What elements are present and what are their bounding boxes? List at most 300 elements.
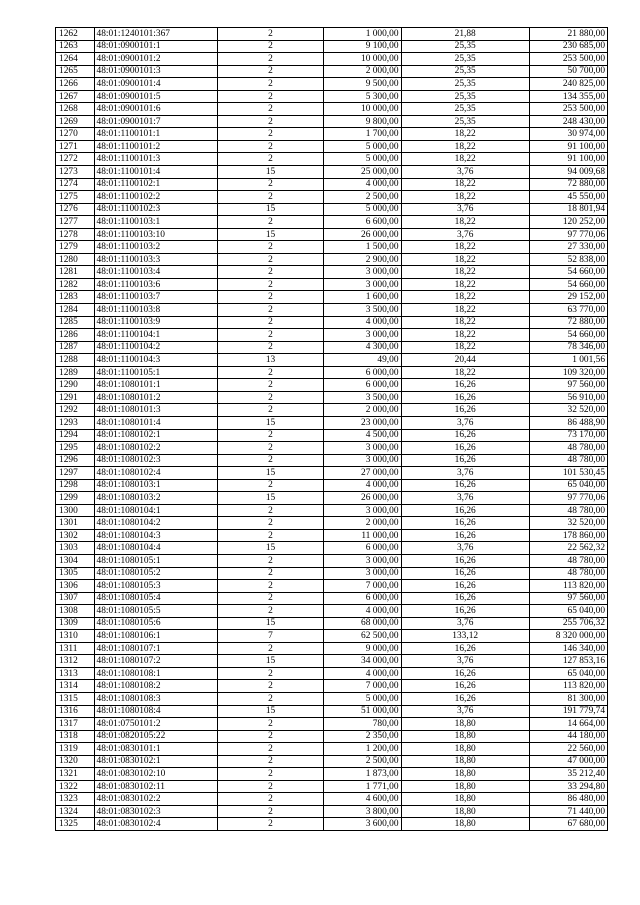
- table-row: [56, 404, 608, 417]
- cadastral-number-cell: 48:01:1080102:4: [94, 467, 217, 480]
- table-row: [56, 354, 608, 367]
- code-cell: 2: [217, 805, 324, 818]
- value-cell: 120 252,00: [529, 216, 607, 229]
- table-row: [56, 818, 608, 831]
- code-cell: 2: [217, 642, 324, 655]
- code-cell: 2: [217, 40, 324, 53]
- rate-cell: 18,80: [401, 730, 529, 743]
- code-cell: 2: [217, 379, 324, 392]
- table-row: [56, 617, 608, 630]
- area-cell: 3 000,00: [324, 504, 401, 517]
- area-cell: 2 500,00: [324, 191, 401, 204]
- area-cell: 3 000,00: [324, 442, 401, 455]
- cadastral-number-cell: 48:01:1100102:1: [94, 178, 217, 191]
- value-cell: 14 664,00: [529, 718, 607, 731]
- value-cell: 86 488,90: [529, 416, 607, 429]
- cadastral-number-cell: 48:01:1100103:8: [94, 304, 217, 317]
- cadastral-number-cell: 48:01:0830102:4: [94, 818, 217, 831]
- area-cell: 9 100,00: [324, 40, 401, 53]
- table-row: [56, 78, 608, 91]
- value-cell: 63 770,00: [529, 304, 607, 317]
- code-cell: 2: [217, 216, 324, 229]
- area-cell: 5 300,00: [324, 90, 401, 103]
- area-cell: 3 000,00: [324, 266, 401, 279]
- table-row: [56, 153, 608, 166]
- row-number-cell: 1278: [56, 228, 95, 241]
- table-row: [56, 667, 608, 680]
- area-cell: 4 000,00: [324, 605, 401, 618]
- cadastral-number-cell: 48:01:0830102:3: [94, 805, 217, 818]
- code-cell: 2: [217, 818, 324, 831]
- row-number-cell: 1310: [56, 630, 95, 643]
- code-cell: 2: [217, 667, 324, 680]
- cadastral-number-cell: 48:01:1100103:1: [94, 216, 217, 229]
- value-cell: 253 500,00: [529, 53, 607, 66]
- value-cell: 127 853,16: [529, 655, 607, 668]
- value-cell: 47 000,00: [529, 755, 607, 768]
- code-cell: 2: [217, 366, 324, 379]
- value-cell: 50 700,00: [529, 65, 607, 78]
- rate-cell: 3,76: [401, 542, 529, 555]
- table-row: [56, 278, 608, 291]
- table-row: [56, 191, 608, 204]
- table-row: [56, 730, 608, 743]
- row-number-cell: 1315: [56, 692, 95, 705]
- area-cell: 4 000,00: [324, 479, 401, 492]
- area-cell: 1 873,00: [324, 768, 401, 781]
- row-number-cell: 1272: [56, 153, 95, 166]
- cadastral-number-cell: 48:01:1100103:7: [94, 291, 217, 304]
- row-number-cell: 1287: [56, 341, 95, 354]
- rate-cell: 16,26: [401, 605, 529, 618]
- document-page: [55, 27, 608, 831]
- row-number-cell: 1299: [56, 492, 95, 505]
- rate-cell: 25,35: [401, 65, 529, 78]
- value-cell: 230 685,00: [529, 40, 607, 53]
- rate-cell: 18,80: [401, 718, 529, 731]
- code-cell: 2: [217, 65, 324, 78]
- cadastral-number-cell: 48:01:1080108:4: [94, 705, 217, 718]
- cadastral-number-cell: 48:01:0830102:1: [94, 755, 217, 768]
- cadastral-number-cell: 48:01:1100103:10: [94, 228, 217, 241]
- table-row: [56, 40, 608, 53]
- code-cell: 2: [217, 743, 324, 756]
- area-cell: 9 500,00: [324, 78, 401, 91]
- rate-cell: 18,22: [401, 341, 529, 354]
- value-cell: 78 346,00: [529, 341, 607, 354]
- table-row: [56, 103, 608, 116]
- value-cell: 134 355,00: [529, 90, 607, 103]
- row-number-cell: 1291: [56, 391, 95, 404]
- row-number-cell: 1314: [56, 680, 95, 693]
- value-cell: 35 212,40: [529, 768, 607, 781]
- rate-cell: 18,22: [401, 140, 529, 153]
- rate-cell: 3,76: [401, 705, 529, 718]
- cadastral-number-cell: 48:01:1080102:2: [94, 442, 217, 455]
- rate-cell: 18,80: [401, 743, 529, 756]
- table-row: [56, 655, 608, 668]
- rate-cell: 16,26: [401, 479, 529, 492]
- code-cell: 2: [217, 605, 324, 618]
- cadastral-number-cell: 48:01:1100103:6: [94, 278, 217, 291]
- table-row: [56, 128, 608, 141]
- cadastral-number-cell: 48:01:1080102:3: [94, 454, 217, 467]
- rate-cell: 16,26: [401, 517, 529, 530]
- value-cell: 29 152,00: [529, 291, 607, 304]
- value-cell: 48 780,00: [529, 454, 607, 467]
- rate-cell: 25,35: [401, 90, 529, 103]
- value-cell: 178 860,00: [529, 529, 607, 542]
- code-cell: 13: [217, 354, 324, 367]
- table-row: [56, 592, 608, 605]
- area-cell: 2 000,00: [324, 404, 401, 417]
- cadastral-number-cell: 48:01:1080107:1: [94, 642, 217, 655]
- cadastral-number-cell: 48:01:1100105:1: [94, 366, 217, 379]
- row-number-cell: 1302: [56, 529, 95, 542]
- code-cell: 2: [217, 429, 324, 442]
- rate-cell: 16,26: [401, 379, 529, 392]
- table-row: [56, 53, 608, 66]
- value-cell: 253 500,00: [529, 103, 607, 116]
- value-cell: 91 100,00: [529, 153, 607, 166]
- value-cell: 191 779,74: [529, 705, 607, 718]
- code-cell: 2: [217, 442, 324, 455]
- area-cell: 6 600,00: [324, 216, 401, 229]
- rate-cell: 18,22: [401, 329, 529, 342]
- rate-cell: 18,22: [401, 153, 529, 166]
- row-number-cell: 1264: [56, 53, 95, 66]
- cadastral-number-cell: 48:01:1100101:3: [94, 153, 217, 166]
- cadastral-number-cell: 48:01:1080101:2: [94, 391, 217, 404]
- table-row: [56, 266, 608, 279]
- cadastral-number-cell: 48:01:1100103:9: [94, 316, 217, 329]
- rate-cell: 18,22: [401, 304, 529, 317]
- row-number-cell: 1305: [56, 567, 95, 580]
- table-row: [56, 504, 608, 517]
- row-number-cell: 1297: [56, 467, 95, 480]
- code-cell: 2: [217, 253, 324, 266]
- area-cell: 2 000,00: [324, 517, 401, 530]
- row-number-cell: 1285: [56, 316, 95, 329]
- area-cell: 9 800,00: [324, 115, 401, 128]
- value-cell: 109 320,00: [529, 366, 607, 379]
- rate-cell: 25,35: [401, 103, 529, 116]
- area-cell: 3 500,00: [324, 304, 401, 317]
- area-cell: 4 000,00: [324, 316, 401, 329]
- area-cell: 9 000,00: [324, 642, 401, 655]
- code-cell: 15: [217, 617, 324, 630]
- table-row: [56, 605, 608, 618]
- rate-cell: 18,22: [401, 266, 529, 279]
- rate-cell: 18,22: [401, 128, 529, 141]
- row-number-cell: 1275: [56, 191, 95, 204]
- code-cell: 2: [217, 278, 324, 291]
- cadastral-number-cell: 48:01:0900101:2: [94, 53, 217, 66]
- area-cell: 4 000,00: [324, 178, 401, 191]
- value-cell: 54 660,00: [529, 278, 607, 291]
- row-number-cell: 1300: [56, 504, 95, 517]
- row-number-cell: 1312: [56, 655, 95, 668]
- table-row: [56, 28, 608, 41]
- cadastral-number-cell: 48:01:1080101:3: [94, 404, 217, 417]
- area-cell: 27 000,00: [324, 467, 401, 480]
- rate-cell: 3,76: [401, 166, 529, 179]
- code-cell: 2: [217, 28, 324, 41]
- value-cell: 73 170,00: [529, 429, 607, 442]
- code-cell: 2: [217, 730, 324, 743]
- cadastral-number-cell: 48:01:0830102:10: [94, 768, 217, 781]
- row-number-cell: 1290: [56, 379, 95, 392]
- row-number-cell: 1280: [56, 253, 95, 266]
- cadastral-number-cell: 48:01:1100101:2: [94, 140, 217, 153]
- code-cell: 15: [217, 542, 324, 555]
- table-row: [56, 391, 608, 404]
- row-number-cell: 1266: [56, 78, 95, 91]
- table-row: [56, 642, 608, 655]
- code-cell: 2: [217, 90, 324, 103]
- area-cell: 26 000,00: [324, 228, 401, 241]
- table-body: [56, 28, 608, 831]
- area-cell: 5 000,00: [324, 153, 401, 166]
- area-cell: 6 000,00: [324, 379, 401, 392]
- value-cell: 8 320 000,00: [529, 630, 607, 643]
- cadastral-number-cell: 48:01:1240101:367: [94, 28, 217, 41]
- value-cell: 67 680,00: [529, 818, 607, 831]
- rate-cell: 16,26: [401, 504, 529, 517]
- area-cell: 6 000,00: [324, 592, 401, 605]
- code-cell: 2: [217, 718, 324, 731]
- value-cell: 97 560,00: [529, 592, 607, 605]
- row-number-cell: 1276: [56, 203, 95, 216]
- rate-cell: 18,80: [401, 755, 529, 768]
- row-number-cell: 1277: [56, 216, 95, 229]
- value-cell: 30 974,00: [529, 128, 607, 141]
- area-cell: 4 300,00: [324, 341, 401, 354]
- code-cell: 15: [217, 492, 324, 505]
- code-cell: 2: [217, 304, 324, 317]
- area-cell: 3 000,00: [324, 554, 401, 567]
- value-cell: 86 480,00: [529, 793, 607, 806]
- table-row: [56, 304, 608, 317]
- cadastral-number-cell: 48:01:0820105:22: [94, 730, 217, 743]
- cadastral-number-cell: 48:01:1080105:1: [94, 554, 217, 567]
- code-cell: 2: [217, 755, 324, 768]
- table-row: [56, 542, 608, 555]
- area-cell: 26 000,00: [324, 492, 401, 505]
- table-row: [56, 341, 608, 354]
- cadastral-number-cell: 48:01:1080103:1: [94, 479, 217, 492]
- code-cell: 2: [217, 768, 324, 781]
- area-cell: 10 000,00: [324, 53, 401, 66]
- table-row: [56, 692, 608, 705]
- row-number-cell: 1282: [56, 278, 95, 291]
- table-row: [56, 90, 608, 103]
- cadastral-number-cell: 48:01:1080105:6: [94, 617, 217, 630]
- value-cell: 248 430,00: [529, 115, 607, 128]
- code-cell: 2: [217, 592, 324, 605]
- row-number-cell: 1316: [56, 705, 95, 718]
- row-number-cell: 1308: [56, 605, 95, 618]
- code-cell: 2: [217, 178, 324, 191]
- rate-cell: 3,76: [401, 467, 529, 480]
- value-cell: 52 838,00: [529, 253, 607, 266]
- area-cell: 7 000,00: [324, 680, 401, 693]
- value-cell: 146 340,00: [529, 642, 607, 655]
- code-cell: 2: [217, 554, 324, 567]
- area-cell: 3 000,00: [324, 329, 401, 342]
- table-row: [56, 780, 608, 793]
- code-cell: 2: [217, 115, 324, 128]
- table-row: [56, 467, 608, 480]
- table-row: [56, 805, 608, 818]
- value-cell: 97 770,06: [529, 492, 607, 505]
- table-row: [56, 316, 608, 329]
- area-cell: 49,00: [324, 354, 401, 367]
- rate-cell: 16,26: [401, 692, 529, 705]
- rate-cell: 3,76: [401, 416, 529, 429]
- area-cell: 5 000,00: [324, 203, 401, 216]
- value-cell: 65 040,00: [529, 479, 607, 492]
- table-row: [56, 517, 608, 530]
- rate-cell: 16,26: [401, 429, 529, 442]
- value-cell: 71 440,00: [529, 805, 607, 818]
- cadastral-number-cell: 48:01:1080104:3: [94, 529, 217, 542]
- rate-cell: 16,26: [401, 580, 529, 593]
- value-cell: 22 562,32: [529, 542, 607, 555]
- area-cell: 2 500,00: [324, 755, 401, 768]
- rate-cell: 25,35: [401, 40, 529, 53]
- cadastral-number-cell: 48:01:1080108:2: [94, 680, 217, 693]
- rate-cell: 3,76: [401, 617, 529, 630]
- cadastral-number-cell: 48:01:1080101:1: [94, 379, 217, 392]
- row-number-cell: 1288: [56, 354, 95, 367]
- row-number-cell: 1295: [56, 442, 95, 455]
- cadastral-number-cell: 48:01:1080104:1: [94, 504, 217, 517]
- row-number-cell: 1293: [56, 416, 95, 429]
- cadastral-number-cell: 48:01:1080105:2: [94, 567, 217, 580]
- code-cell: 2: [217, 241, 324, 254]
- code-cell: 2: [217, 692, 324, 705]
- row-number-cell: 1318: [56, 730, 95, 743]
- table-row: [56, 768, 608, 781]
- area-cell: 3 000,00: [324, 567, 401, 580]
- area-cell: 3 000,00: [324, 278, 401, 291]
- area-cell: 23 000,00: [324, 416, 401, 429]
- row-number-cell: 1274: [56, 178, 95, 191]
- cadastral-number-cell: 48:01:1100104:3: [94, 354, 217, 367]
- cadastral-number-cell: 48:01:0900101:7: [94, 115, 217, 128]
- value-cell: 48 780,00: [529, 567, 607, 580]
- row-number-cell: 1319: [56, 743, 95, 756]
- cadastral-number-cell: 48:01:1100104:2: [94, 341, 217, 354]
- code-cell: 2: [217, 140, 324, 153]
- value-cell: 54 660,00: [529, 266, 607, 279]
- area-cell: 4 600,00: [324, 793, 401, 806]
- value-cell: 255 706,32: [529, 617, 607, 630]
- value-cell: 56 910,00: [529, 391, 607, 404]
- code-cell: 2: [217, 793, 324, 806]
- code-cell: 2: [217, 329, 324, 342]
- code-cell: 15: [217, 166, 324, 179]
- row-number-cell: 1311: [56, 642, 95, 655]
- area-cell: 2 900,00: [324, 253, 401, 266]
- code-cell: 2: [217, 479, 324, 492]
- table-row: [56, 429, 608, 442]
- cadastral-number-cell: 48:01:1100101:1: [94, 128, 217, 141]
- value-cell: 32 520,00: [529, 404, 607, 417]
- cadastral-number-cell: 48:01:1080104:4: [94, 542, 217, 555]
- table-row: [56, 442, 608, 455]
- value-cell: 97 560,00: [529, 379, 607, 392]
- table-row: [56, 65, 608, 78]
- value-cell: 54 660,00: [529, 329, 607, 342]
- area-cell: 68 000,00: [324, 617, 401, 630]
- cadastral-number-cell: 48:01:0830101:1: [94, 743, 217, 756]
- value-cell: 113 820,00: [529, 680, 607, 693]
- value-cell: 33 294,80: [529, 780, 607, 793]
- code-cell: 7: [217, 630, 324, 643]
- area-cell: 11 000,00: [324, 529, 401, 542]
- table-row: [56, 567, 608, 580]
- cadastral-number-cell: 48:01:1080108:1: [94, 667, 217, 680]
- value-cell: 32 520,00: [529, 517, 607, 530]
- table-row: [56, 416, 608, 429]
- area-cell: 4 500,00: [324, 429, 401, 442]
- code-cell: 15: [217, 203, 324, 216]
- rate-cell: 16,26: [401, 680, 529, 693]
- table-row: [56, 216, 608, 229]
- value-cell: 21 880,00: [529, 28, 607, 41]
- area-cell: 1 600,00: [324, 291, 401, 304]
- code-cell: 15: [217, 467, 324, 480]
- value-cell: 1 001,56: [529, 354, 607, 367]
- value-cell: 113 820,00: [529, 580, 607, 593]
- table-row: [56, 705, 608, 718]
- rate-cell: 16,26: [401, 554, 529, 567]
- rate-cell: 18,22: [401, 278, 529, 291]
- cadastral-number-cell: 48:01:0900101:1: [94, 40, 217, 53]
- cadastral-number-cell: 48:01:1080101:4: [94, 416, 217, 429]
- area-cell: 25 000,00: [324, 166, 401, 179]
- table-row: [56, 793, 608, 806]
- row-number-cell: 1268: [56, 103, 95, 116]
- rate-cell: 18,22: [401, 316, 529, 329]
- rate-cell: 16,26: [401, 391, 529, 404]
- row-number-cell: 1323: [56, 793, 95, 806]
- row-number-cell: 1309: [56, 617, 95, 630]
- table-row: [56, 454, 608, 467]
- rate-cell: 25,35: [401, 115, 529, 128]
- value-cell: 48 780,00: [529, 442, 607, 455]
- rate-cell: 18,80: [401, 818, 529, 831]
- cadastral-number-cell: 48:01:1100102:2: [94, 191, 217, 204]
- area-cell: 6 000,00: [324, 542, 401, 555]
- rate-cell: 18,22: [401, 366, 529, 379]
- table-row: [56, 329, 608, 342]
- row-number-cell: 1263: [56, 40, 95, 53]
- area-cell: 3 800,00: [324, 805, 401, 818]
- row-number-cell: 1325: [56, 818, 95, 831]
- row-number-cell: 1284: [56, 304, 95, 317]
- area-cell: 4 000,00: [324, 667, 401, 680]
- row-number-cell: 1296: [56, 454, 95, 467]
- row-number-cell: 1313: [56, 667, 95, 680]
- rate-cell: 20,44: [401, 354, 529, 367]
- value-cell: 101 530,45: [529, 467, 607, 480]
- cadastral-number-cell: 48:01:0900101:4: [94, 78, 217, 91]
- cadastral-number-cell: 48:01:1080105:5: [94, 605, 217, 618]
- table-row: [56, 203, 608, 216]
